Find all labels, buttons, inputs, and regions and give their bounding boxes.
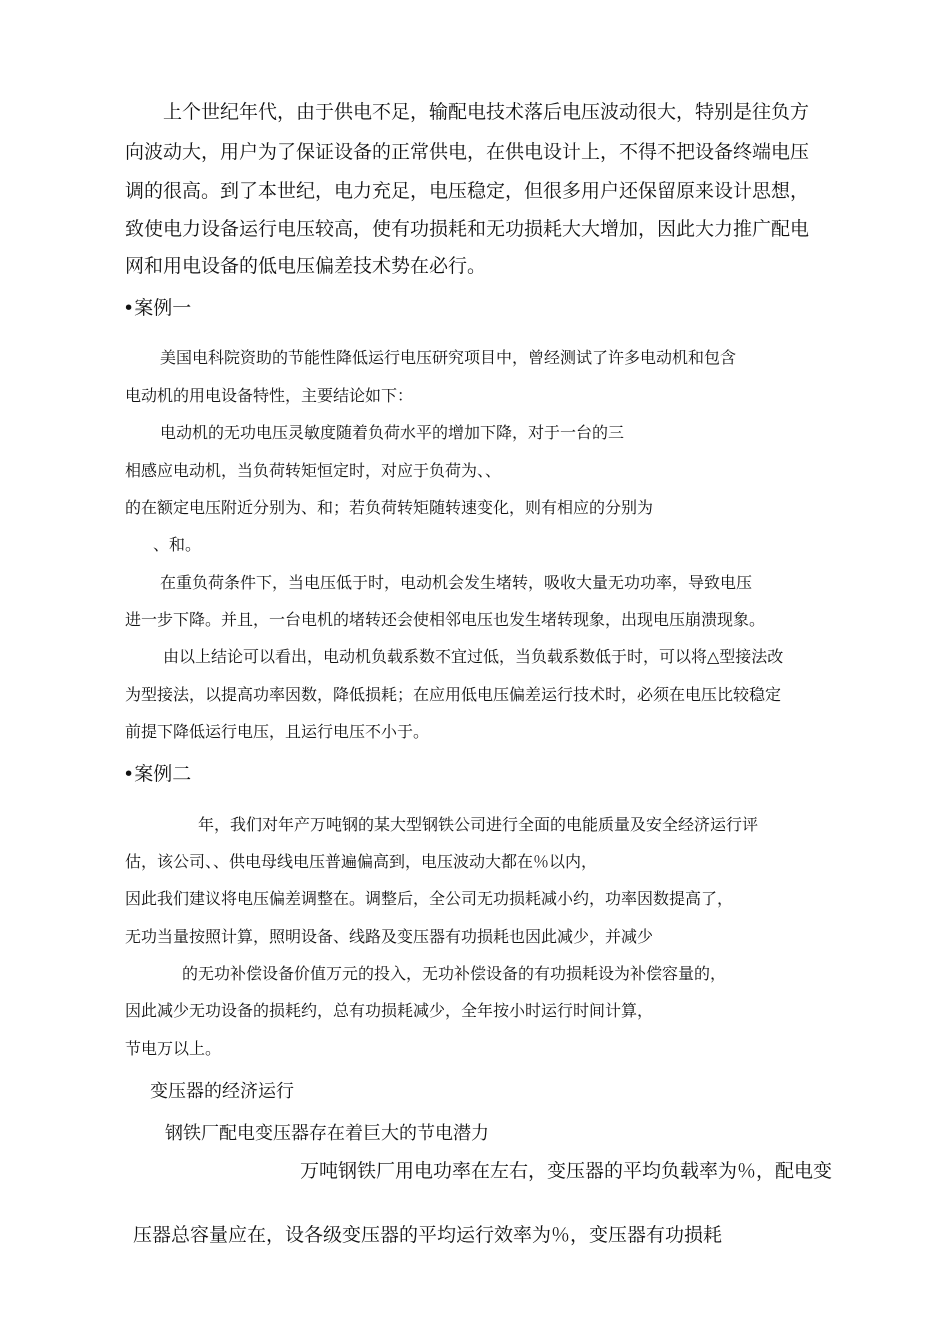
case2-line-7: 节电万以上。 <box>125 1039 222 1058</box>
intro-line-2: 向波动大，用户为了保证设备的正常供电，在供电设计上，不得不把设备终端电压 <box>125 141 810 163</box>
case2-line-1: 年，我们对年产万吨钢的某大型钢铁公司进行全面的电能质量及安全经济运行评 <box>198 815 759 834</box>
case1-line-10: 为型接法，以提高功率因数，降低损耗；在应用低电压偏差运行技术时，必须在电压比较稳定 <box>125 685 782 704</box>
case1-line-7: 在重负荷条件下，当电压低于时，电动机会发生堵转，吸收大量无功功率，导致电压 <box>160 573 753 592</box>
case1-line-5: 的在额定电压附近分别为、和；若负荷转矩随转速变化，则有相应的分别为 <box>125 498 654 517</box>
case1-line-6: 、和。 <box>153 535 202 554</box>
intro-line-1: 上个世纪年代，由于供电不足，输配电技术落后电压波动很大，特别是往负方 <box>163 101 810 123</box>
case2-line-5: 的无功补偿设备价值万元的投入，无功补偿设备的有功损耗设为补偿容量的， <box>182 964 727 983</box>
case1-line-8: 进一步下降。并且，一台电机的堵转还会使相邻电压也发生堵转现象，出现电压崩溃现象。 <box>125 610 766 629</box>
case1-line-3: 电动机的无功电压灵敏度随着负荷水平的增加下降，对于一台的三 <box>160 423 625 442</box>
case1-line-4: 相感应电动机，当负荷转矩恒定时，对应于负荷为、、 <box>125 461 502 480</box>
transformer-line-2: 压器总容量应在，设各级变压器的平均运行效率为％，变压器有功损耗 <box>133 1224 723 1246</box>
intro-line-3: 调的很高。到了本世纪，电力充足，电压稳定，但很多用户还保留原来设计思想， <box>125 180 810 202</box>
case1-line-9: 由以上结论可以看出，电动机负载系数不宜过低，当负载系数低于时，可以将△型接法改 <box>163 647 784 666</box>
transformer-heading: 变压器的经济运行 <box>150 1081 294 1102</box>
case2-line-3: 因此我们建议将电压偏差调整在。调整后，全公司无功损耗减小约，功率因数提高了， <box>125 889 734 908</box>
case2-heading: •案例二 <box>123 763 192 785</box>
intro-line-5: 网和用电设备的低电压偏差技术势在必行。 <box>125 255 487 277</box>
case1-line-2: 电动机的用电设备特性，主要结论如下： <box>125 386 414 405</box>
transformer-subheading: 钢铁厂配电变压器存在着巨大的节电潜力 <box>165 1123 489 1144</box>
transformer-line-1: 万吨钢铁厂用电功率在左右，变压器的平均负载率为％，配电变 <box>300 1160 833 1182</box>
case1-line-1: 美国电科院资助的节能性降低运行电压研究项目中，曾经测试了许多电动机和包含 <box>160 348 737 367</box>
intro-line-4: 致使电力设备运行电压较高，使有功损耗和无功损耗大大增加，因此大力推广配电 <box>125 218 810 240</box>
case2-line-6: 因此减少无功设备的损耗约，总有功损耗减少，全年按小时运行时间计算， <box>125 1001 654 1020</box>
case2-line-4: 无功当量按照计算，照明设备、线路及变压器有功损耗也因此减少，并减少 <box>125 927 654 946</box>
case2-line-2: 估，该公司、、供电母线电压普遍偏高到，电压波动大都在％以内， <box>125 852 598 871</box>
case1-heading: •案例一 <box>123 297 192 319</box>
case1-line-11: 前提下降低运行电压，且运行电压不小于。 <box>125 722 430 741</box>
